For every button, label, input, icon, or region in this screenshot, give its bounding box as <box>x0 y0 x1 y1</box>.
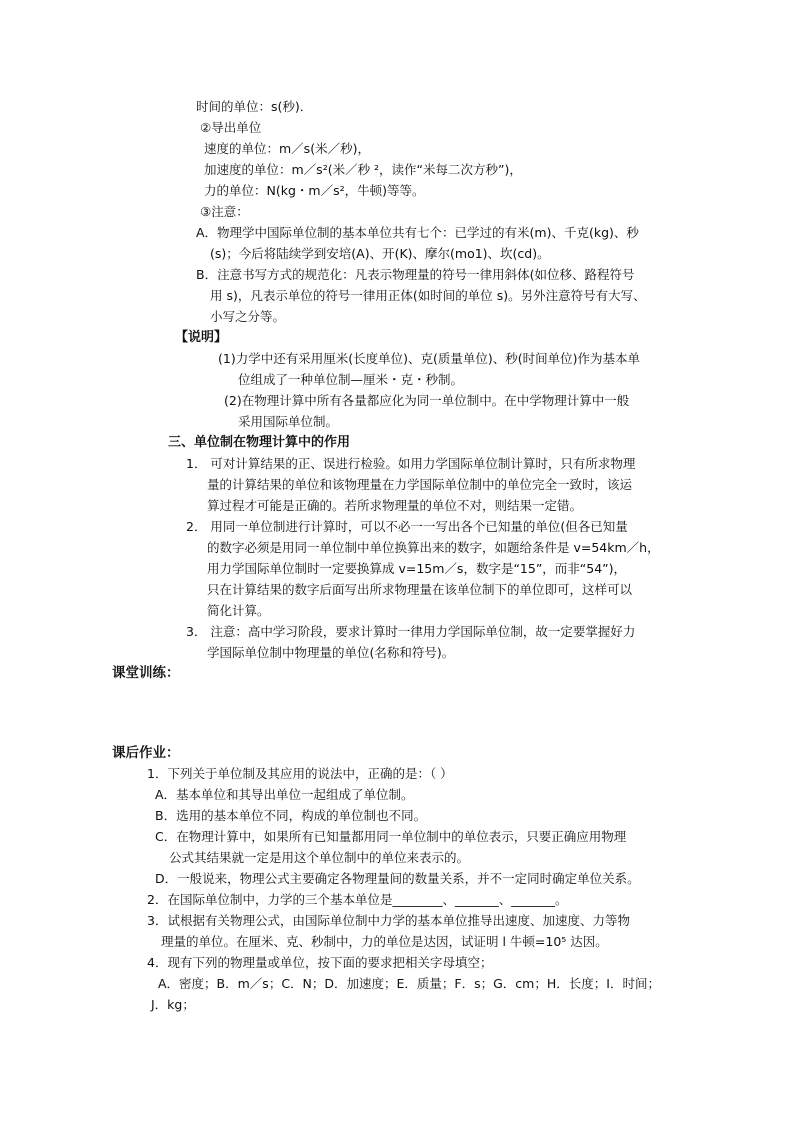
note-a-line-2: (s)；今后将陆续学到安培(A)、开(K)、摩尔(mo1)、坎(cd)。 <box>210 246 550 261</box>
question-1-option-d: D．一般说来，物理公式主要确定各物理量间的数量关系，并不一定同时确定单位关系。 <box>155 871 640 886</box>
explain-item-2-line-2: 采用国际单位制。 <box>238 414 339 429</box>
question-1-option-a: A．基本单位和其导出单位一起组成了单位制。 <box>155 787 414 802</box>
force-unit-line: 力的单位：N(kg・m／s²，牛顿)等等。 <box>204 183 425 198</box>
note-b-line-2: 用 s)，凡表示单位的符号一律用正体(如时间的单位 s)。另外注意符号有大写、 <box>210 288 646 303</box>
speed-unit-line: 速度的单位：m／s(米／秒)， <box>204 141 370 156</box>
s3-item-2-line-3: 用力学国际单位制时一定要换算成 v=15m／s，数字是“15”，而非“54”)， <box>207 561 627 576</box>
s3-item-3-line-1: 3． 注意：高中学习阶段，要求计算时一律用力学国际单位制，故一定要掌握好力 <box>186 624 636 639</box>
homework-title: 课后作业： <box>112 745 180 761</box>
question-1-option-c-line-2: 公式其结果就一定是用这个单位制中的单位来表示的。 <box>169 850 470 865</box>
notes-heading: ③注意： <box>200 204 249 219</box>
s3-item-3-line-2: 学国际单位制中物理量的单位(名称和符号)。 <box>207 645 455 660</box>
derived-units-heading: ②导出单位 <box>200 120 262 135</box>
question-3-line-2: 理量的单位。在厘米、克、秒制中，力的单位是达因，试证明 l 牛顿=10⁵ 达因。 <box>161 934 608 949</box>
question-4: 4．现有下列的物理量或单位，按下面的要求把相关字母填空； <box>147 955 493 970</box>
note-a-line-1: A．物理学中国际单位制的基本单位共有七个：已学过的有米(m)、千克(kg)、秒 <box>196 225 639 240</box>
acceleration-unit-line: 加速度的单位：m／s²(米／秒 ²，读作“米每二次方秒”)， <box>204 162 522 177</box>
time-unit-line: 时间的单位：s(秒)． <box>196 99 313 114</box>
question-2: 2．在国际单位制中，力学的三个基本单位是________、_______、_______。 <box>147 892 568 907</box>
question-1: 1．下列关于单位制及其应用的说法中，正确的是：（ ） <box>147 766 453 781</box>
explain-heading: 【说明】 <box>175 330 228 345</box>
s3-item-1-line-2: 量的计算结果的单位和该物理量在力学国际单位制中的单位完全一致时，该运 <box>207 477 633 492</box>
s3-item-1-line-1: 1． 可对计算结果的正、误进行检验。如用力学国际单位制计算时，只有所求物理 <box>186 456 636 471</box>
s3-item-1-line-3: 算过程才可能是正确的。若所求物理量的单位不对，则结果一定错。 <box>207 498 583 513</box>
explain-item-1-line-1: (1)力学中还有采用厘米(长度单位)、克(质量单位)、秒(时间单位)作为基本单 <box>218 351 640 366</box>
question-1-option-b: B．选用的基本单位不同，构成的单位制也不同。 <box>155 808 427 823</box>
explain-item-2-line-1: (2)在物理计算中所有各量都应化为同一单位制中。在中学物理计算中一般 <box>224 393 630 408</box>
classroom-training-title: 课堂训练： <box>112 665 180 681</box>
question-4-options-line-1: A．密度；B．m／s；C．N；D．加速度；E．质量；F．s；G．cm；H．长度；I．时间； <box>158 976 660 991</box>
s3-item-2-line-4: 只在计算结果的数字后面写出所求物理量在该单位制下的单位即可，这样可以 <box>207 582 633 597</box>
s3-item-2-line-2: 的数字必须是用同一单位制中单位换算出来的数字，如题给条件是 v=54km／h， <box>207 540 660 555</box>
question-1-option-c-line-1: C．在物理计算中，如果所有已知量都用同一单位制中的单位表示，只要正确应用物理 <box>155 829 627 844</box>
section-3-title: 三、单位制在物理计算中的作用 <box>168 435 351 450</box>
question-4-options-line-2: J．kg； <box>151 997 195 1012</box>
explain-item-1-line-2: 位组成了一种单位制—厘米・克・秒制。 <box>238 372 464 387</box>
note-b-line-1: B．注意书写方式的规范化：凡表示物理量的符号一律用斜体(如位移、路程符号 <box>196 267 635 282</box>
s3-item-2-line-1: 2． 用同一单位制进行计算时，可以不必一一写出各个已知量的单位(但各已知量 <box>186 519 628 534</box>
s3-item-2-line-5: 简化计算。 <box>207 603 270 618</box>
note-b-line-3: 小写之分等。 <box>210 309 286 324</box>
question-3-line-1: 3．试根据有关物理公式，由国际单位制中力学的基本单位推导出速度、加速度、力等物 <box>147 913 630 928</box>
